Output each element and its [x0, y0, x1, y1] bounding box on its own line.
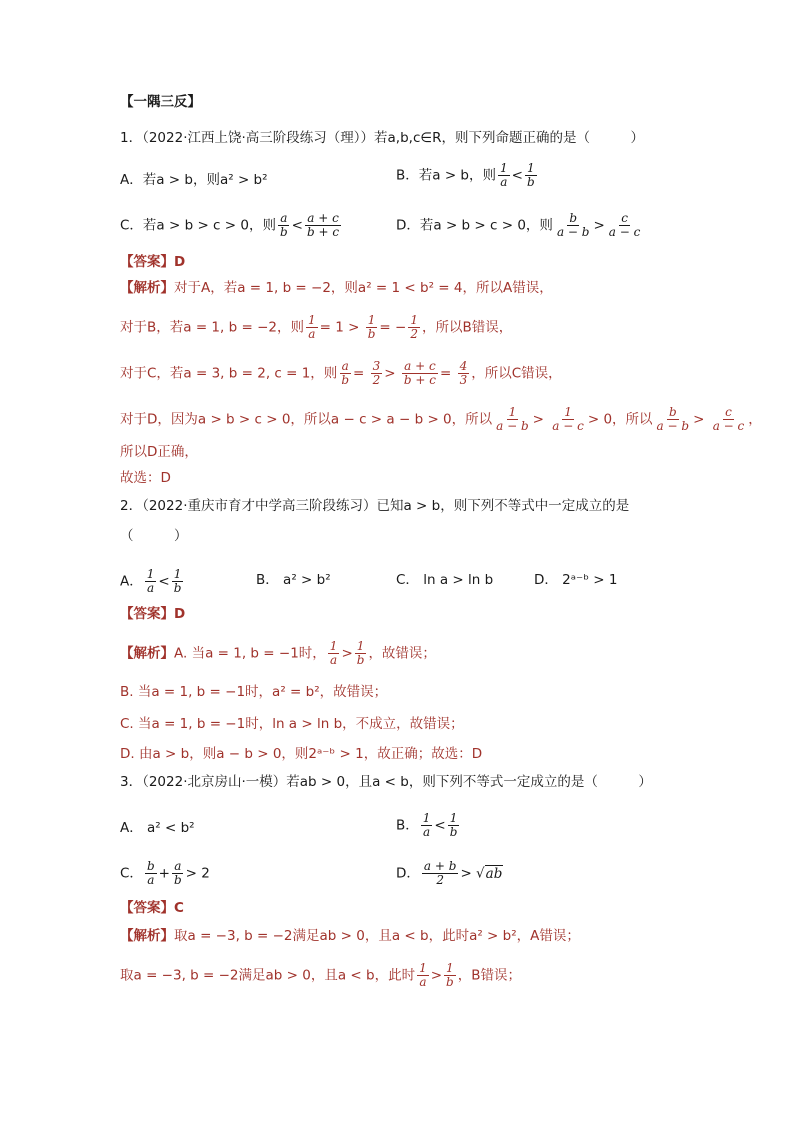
- sqrt-expression: √ab: [476, 865, 503, 882]
- q1-explanation-6: 故选：D: [120, 470, 171, 486]
- q3-explanation-1: 【解析】取a = −3, b = −2满足ab > 0，且a < b，此时a² > b²，A错误；: [120, 928, 580, 944]
- q2-explanation-2: B. 当a = 1, b = −1时，a² = b²，故错误；: [120, 684, 388, 700]
- q2-answer: 【答案】D: [120, 606, 186, 622]
- q3-option-c: C． $\frac{b}{a}$ + $\frac{a}{b}$ > 2: [120, 859, 210, 887]
- q2-option-a: A． $\frac{1}{a}$ < $\frac{1}{b}$: [120, 567, 182, 595]
- fraction: $\frac{a + c}{b + c}$: [306, 211, 340, 239]
- q1-explanation-4: 对于D，因为a > b > c > 0，所以a − c > a − b > 0，所以 $\frac{1}{a - b}$ > $\frac{1}{a - c}$ > 0，所以 $\frac{b}{a - b}$ > $\frac{c}{a - c}$ ，: [120, 405, 762, 433]
- q1-answer: 【答案】D: [120, 254, 186, 270]
- q3-explanation-2: 取a = −3, b = −2满足ab > 0，且a < b，此时 $\frac{1}{a}$ > $\frac{1}{b}$ ，B错误；: [120, 961, 521, 989]
- section-header: 【一隅三反】: [120, 94, 201, 110]
- q1-explanation-5: 所以D正确，: [120, 444, 198, 460]
- q2-explanation-3: C. 当a = 1, b = −1时，ln a > ln b，不成立，故错误；: [120, 716, 464, 732]
- q1-explanation-3: 对于C，若a = 3, b = 2, c = 1，则 $\frac{a}{b}$ = $\frac{3}{2}$ > $\frac{a + c}{b + c}$ = $\frac{4}{3}$ ，所以C错误，: [120, 359, 562, 387]
- q1-stem: 1．（2022·江西上饶·高三阶段练习（理））若a,b,c∈R，则下列命题正确的是（ ）: [120, 130, 645, 146]
- q1-option-b: B．若a > b，则 $\frac{1}{a}$ < $\frac{1}{b}$: [396, 161, 535, 189]
- fraction: $\frac{c}{a - c}$: [608, 211, 641, 239]
- q3-option-a: A． a² < b²: [120, 820, 195, 836]
- fraction: $\frac{1}{a}$: [500, 161, 508, 189]
- q2-option-b: B． a² > b²: [256, 572, 331, 588]
- q1-option-d: D．若a > b > c > 0，则 $\frac{b}{a - b}$ > $\frac{c}{a - c}$: [396, 211, 641, 239]
- q1-explanation-2: 对于B，若a = 1, b = −2，则 $\frac{1}{a}$ = 1 > $\frac{1}{b}$ = − $\frac{1}{2}$ ，所以B错误，: [120, 313, 513, 341]
- q2-explanation-1: 【解析】A. 当a = 1, b = −1时， $\frac{1}{a}$ > $\frac{1}{b}$ ，故错误；: [120, 639, 436, 667]
- q1-explanation-1: 【解析】对于A，若a = 1, b = −2，则a² = 1 < b² = 4，所以A错误，: [120, 280, 553, 296]
- q1-option-c: C．若a > b > c > 0，则 $\frac{a}{b}$ < $\frac{a + c}{b + c}$: [120, 211, 340, 239]
- fraction: $\frac{a}{b}$: [279, 211, 288, 239]
- fraction: $\frac{1}{b}$: [526, 161, 535, 189]
- fraction: $\frac{b}{a - b}$: [556, 211, 590, 239]
- q3-option-d: D． $\frac{a + b}{2}$ > √ab: [396, 859, 503, 887]
- q2-stem: 2．（2022·重庆市育才中学高三阶段练习）已知a > b，则下列不等式中一定成立的是: [120, 498, 630, 514]
- q2-option-d: D． 2ᵃ⁻ᵇ > 1: [534, 572, 618, 588]
- q1-option-a: A．若a > b，则a² > b²: [120, 172, 268, 188]
- q3-answer: 【答案】C: [120, 900, 184, 916]
- q1-option-b-label: B．若a > b，则: [396, 167, 496, 184]
- q2-stem-paren: （ ）: [120, 528, 188, 544]
- q2-option-c: C． ln a > ln b: [396, 572, 494, 588]
- q3-option-b: B． $\frac{1}{a}$ < $\frac{1}{b}$: [396, 811, 458, 839]
- q3-stem: 3．（2022·北京房山·一模）若ab > 0，且a < b，则下列不等式一定成立的是（ ）: [120, 774, 652, 790]
- q2-explanation-4: D. 由a > b，则a − b > 0，则2ᵃ⁻ᵇ > 1，故正确；故选：D: [120, 746, 483, 762]
